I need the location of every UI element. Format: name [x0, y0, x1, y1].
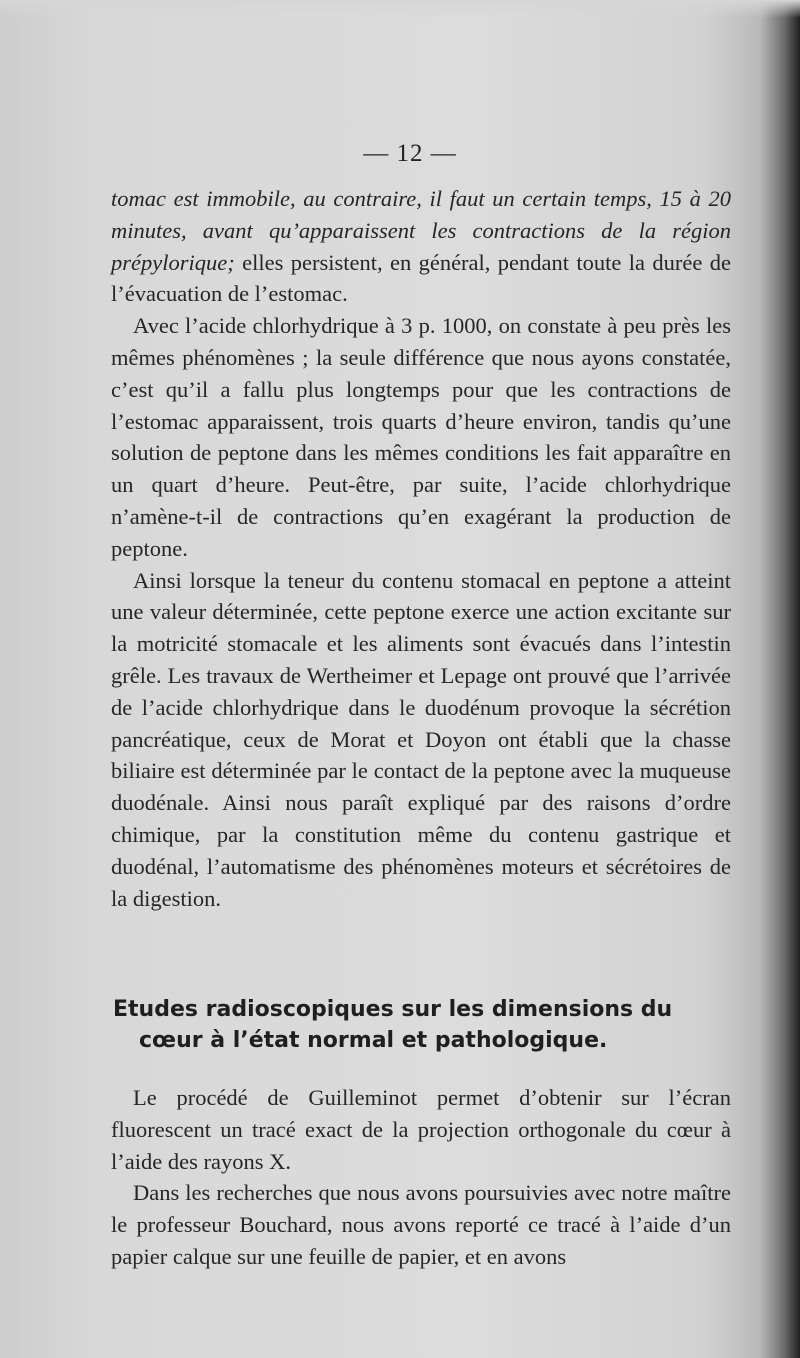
section-body [111, 1082, 731, 1273]
paragraph: Dans les recherches que nous avons poursuivies avec notre maître le professeur Bouchard, nous avons reporté ce tracé à l’aide d’un papier calque sur une feuille de papier, et en avons [111, 1180, 731, 1269]
paragraph: Ainsi lorsque la teneur du contenu stomacal en peptone a atteint une valeur déterminée, cette peptone exerce une action excitante sur la motricité stomacale et les aliments sont évacués dans l’intestin grêle. Les travaux de Wertheimer et Lepage ont prouvé que l’arrivée de l’acide chlorhydrique dans le duodénum provoque la sécrétion pancréatique, ceux de Morat et Doyon ont établi que la chasse biliaire est déterminée par le contact de la peptone avec la muqueuse duodénale. Ainsi nous paraît expliqué par des raisons d’ordre chimique, par la constitution même du contenu gastrique et duodénal, l’automatisme des phénomènes moteurs et sécrétoires de la digestion. [111, 567, 731, 911]
italic-text: tomac est immobile, au contraire, il faut un certain temps, 15 à 20 minutes, avant qu’apparaissent les contractions de la région prépylorique; [111, 186, 731, 275]
page-number: — 12 — [363, 140, 457, 167]
paragraph: Avec l’acide chlorhydrique à 3 p. 1000, on constate à peu près les mêmes phénomènes ; la seule différence que nous ayons constatée, c’est qu’il a fallu plus longtemps pour que les contractions de l’estomac apparaissent, trois quarts d’heure environ, tandis qu’une solution de peptone dans les mêmes conditions les fait apparaître en un quart d’heure. Peut-être, par suite, l’acide chlorhydrique n’amène-t-il de contractions qu’en exagérant la production de peptone. [111, 313, 731, 561]
page-top-shade [0, 0, 800, 18]
paragraph-continuation [111, 183, 731, 310]
paragraph-text: elles persistent, en général, pendant toute la durée de l’évacuation de l’estomac. [111, 249, 731, 307]
paragraph: Le procédé de Guilleminot permet d’obtenir sur l’écran fluorescent un tracé exact de la projection orthogonale du cœur à l’aide des rayons X. [111, 1085, 731, 1174]
body-text [111, 183, 731, 914]
section-heading: Etudes radioscopiques sur les dimensions du cœur à l’état normal et pathologique. [113, 997, 673, 1053]
